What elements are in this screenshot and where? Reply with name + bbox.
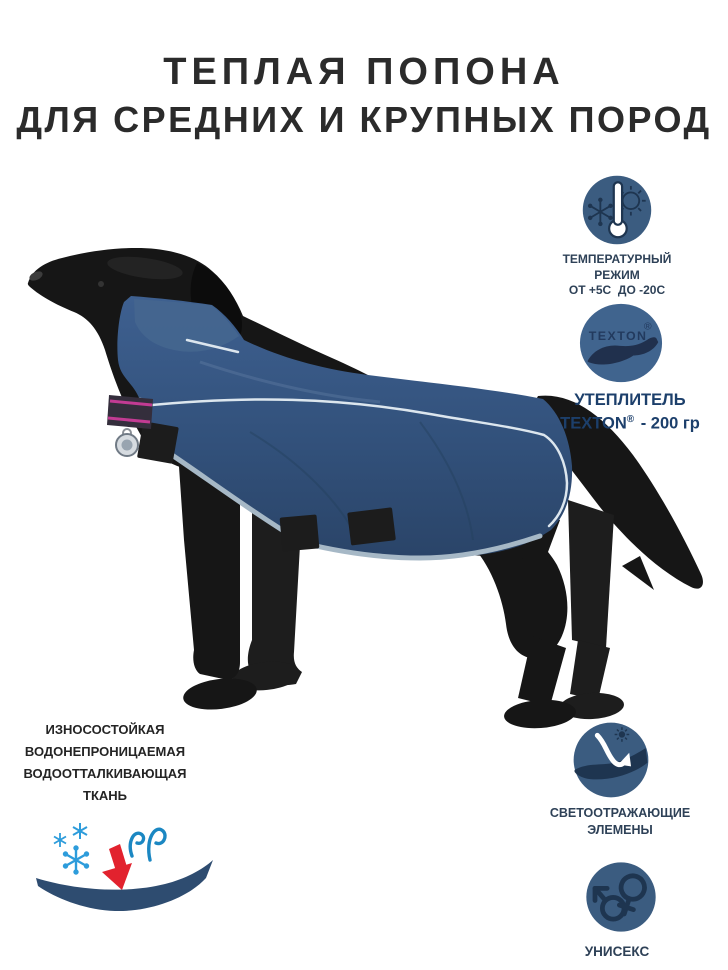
title-line-1: ТЕПЛАЯ ПОПОНА: [163, 51, 565, 93]
fabric-line-3: ВОДООТТАЛКИВАЮЩАЯ: [23, 766, 187, 781]
insulation-detail: [535, 410, 725, 434]
title-line-2: ДЛЯ СРЕДНИХ И КРУПНЫХ ПОРОД: [16, 99, 712, 140]
feature-reflective: [525, 719, 715, 839]
temperature-caption-2: РЕЖИМ: [594, 267, 640, 282]
wind-glyph: [130, 829, 165, 860]
fabric-line-2: ВОДОНЕПРОНИЦАЕМАЯ: [24, 744, 186, 759]
reflective-wave-icon: [570, 719, 652, 801]
temperature-caption-1: ТЕМПЕРАТУРНЫЙ: [562, 252, 672, 266]
feature-unisex: [532, 858, 702, 960]
unisex-caption: УНИСЕКС: [584, 944, 650, 959]
unisex-icon: [582, 858, 660, 936]
fabric-protection-icon: [30, 818, 220, 923]
texton-hand-icon: [578, 302, 664, 386]
reflective-caption-1: СВЕТООТРАЖАЮЩИЕ: [549, 806, 691, 820]
temperature-range: ОТ +5С ДО -20С: [568, 283, 666, 297]
texton-badge-text: TEXTON: [588, 329, 648, 344]
feature-temperature: [532, 173, 702, 299]
insulation-caption: УТЕПЛИТЕЛЬ: [574, 391, 686, 409]
feature-insulation: [535, 302, 725, 434]
reflective-caption-2: ЭЛЕМЕНЫ: [587, 823, 653, 837]
insulation-brand-mark: ®: [626, 414, 635, 425]
page-title: [0, 49, 728, 143]
texton-badge-mark: ®: [643, 320, 652, 333]
dog-eye: [98, 281, 104, 287]
snowflakes-glyph: [54, 823, 88, 874]
insulation-amount: - 200 гр: [640, 414, 700, 433]
fabric-line-4: ТКАНЬ: [83, 788, 127, 803]
fabric-line-1: ИЗНОСОСТОЙКАЯ: [45, 722, 165, 737]
red-bounce-arrow-glyph: [102, 844, 132, 890]
insulation-brand: TEXTON: [560, 414, 627, 433]
fabric-properties: [10, 719, 200, 807]
thermometer-icon: [580, 173, 654, 247]
